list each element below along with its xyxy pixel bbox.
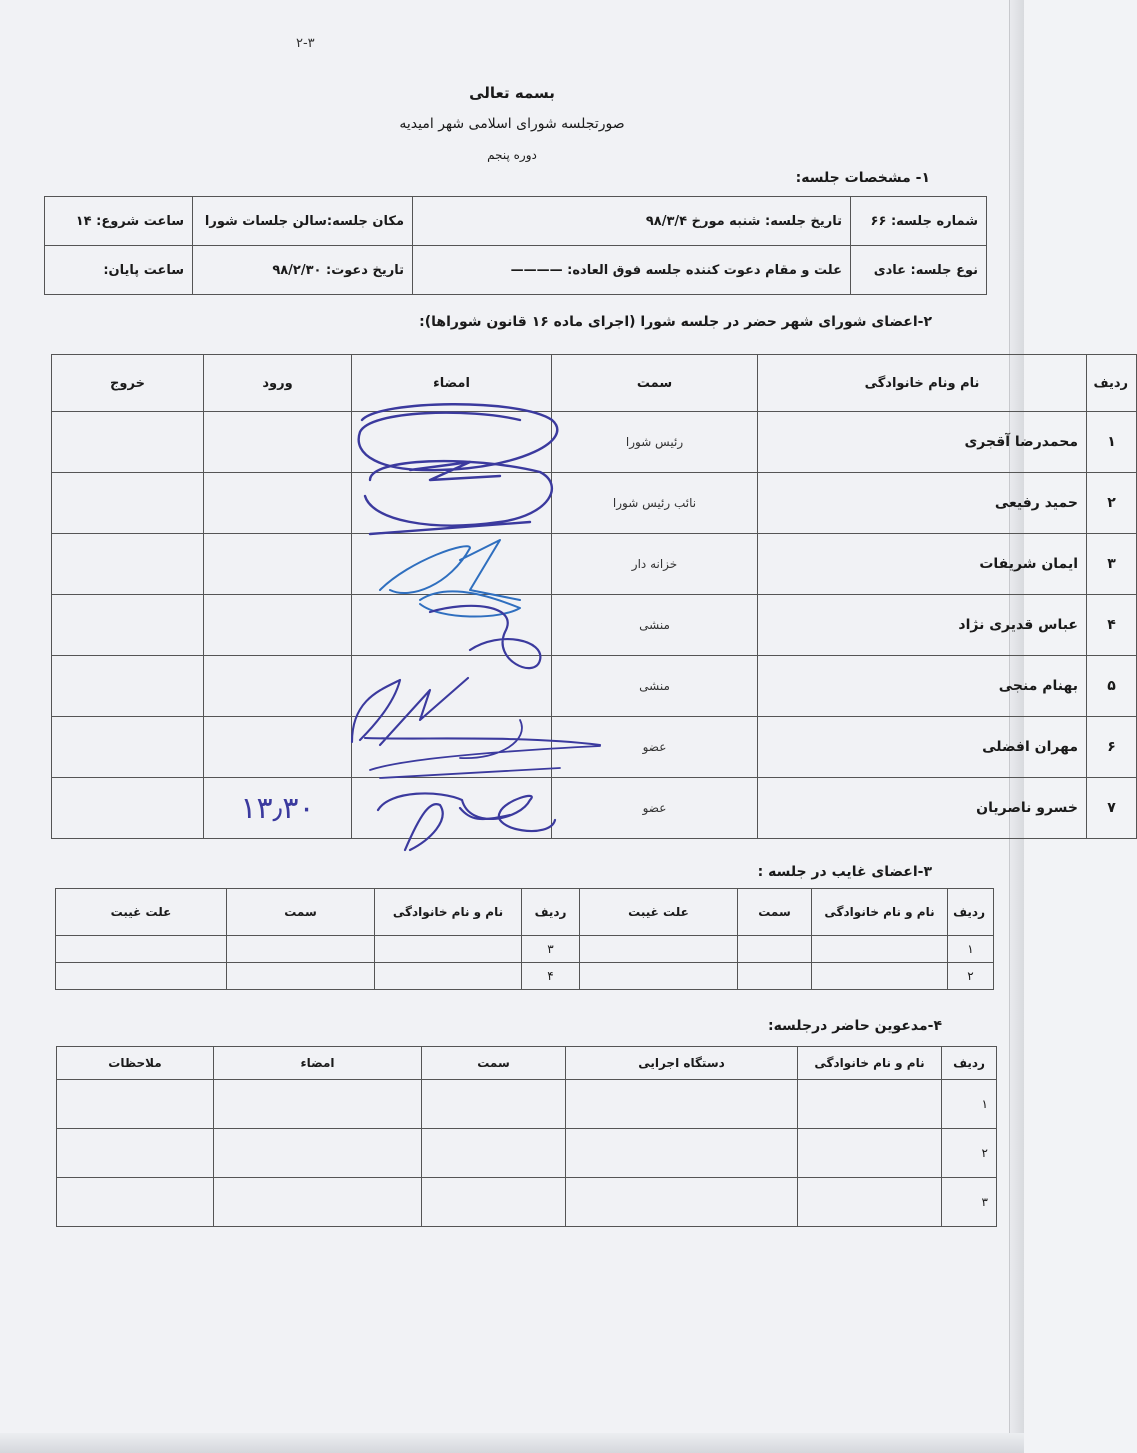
col-position: سمت xyxy=(552,355,758,412)
extra-session-reason: علت و مقام دعوت کننده جلسه فوق العاده: ———— xyxy=(413,246,851,295)
col-entry: ورود xyxy=(204,355,352,412)
absent-col-name-2: نام و نام خانوادگی xyxy=(375,889,522,936)
session-date: تاریخ جلسه: شنبه مورخ ۹۸/۳/۴ xyxy=(413,197,851,246)
member-position: عضو xyxy=(552,717,758,778)
member-name: محمدرضا آقجری xyxy=(758,412,1087,473)
member-name: حمید رفیعی xyxy=(758,473,1087,534)
corner-mark: ۲-۳ xyxy=(296,36,315,51)
section4-title: ۴-مدعوین حاضر درجلسه: xyxy=(767,1018,942,1034)
signature-5 xyxy=(352,678,600,745)
term-label: دوره پنجم xyxy=(487,148,537,162)
end-time: ساعت پایان: xyxy=(45,246,193,295)
absent-members-table xyxy=(55,888,994,990)
invitee-col-notes: ملاحظات xyxy=(57,1047,214,1080)
invitee-row xyxy=(57,1178,997,1227)
absent-col-position: سمت xyxy=(738,889,812,936)
absent-row-no: ۴ xyxy=(522,963,580,990)
invitee-row-no: ۳ xyxy=(942,1178,997,1227)
absent-row xyxy=(56,963,994,990)
member-no: ۵ xyxy=(1087,656,1137,717)
col-exit: خروج xyxy=(52,355,204,412)
section2-title: ۲-اعضای شورای شهر حضر در جلسه شورا (اجرای ماده ۱۶ قانون شوراها): xyxy=(419,314,932,330)
member-position: خزانه دار xyxy=(552,534,758,595)
member-no: ۷ xyxy=(1087,778,1137,839)
section3-title: ۳-اعضای غایب در جلسه : xyxy=(757,864,932,880)
member-no: ۱ xyxy=(1087,412,1137,473)
invitee-row xyxy=(57,1129,997,1178)
absent-col-row-2: ردیف xyxy=(522,889,580,936)
invitee-col-signature: امضاء xyxy=(214,1047,422,1080)
col-signature: امضاء xyxy=(352,355,552,412)
absent-col-row: ردیف xyxy=(948,889,994,936)
absent-row-no: ۲ xyxy=(948,963,994,990)
member-position: نائب رئیس شورا xyxy=(552,473,758,534)
absent-col-reason: علت غیبت xyxy=(580,889,738,936)
signature-7 xyxy=(378,793,555,850)
member-name: مهران افضلی xyxy=(758,717,1087,778)
signature-3 xyxy=(380,540,520,617)
col-name: نام ونام خانوادگی xyxy=(758,355,1087,412)
member-name: عباس قدیری نژاد xyxy=(758,595,1087,656)
invitee-row-no: ۲ xyxy=(942,1129,997,1178)
invitee-col-row: ردیف xyxy=(942,1047,997,1080)
invitees-table xyxy=(56,1046,997,1227)
member-name: ایمان شریفات xyxy=(758,534,1087,595)
member-position: رئیس شورا xyxy=(552,412,758,473)
session-number: شماره جلسه: ۶۶ xyxy=(851,197,987,246)
session-location: مکان جلسه:سالن جلسات شورا xyxy=(193,197,413,246)
invitee-col-name: نام و نام خانوادگی xyxy=(798,1047,942,1080)
member-position: عضو xyxy=(552,778,758,839)
signature-6 xyxy=(370,720,600,778)
absent-col-reason-2: علت غیبت xyxy=(56,889,227,936)
absent-col-name: نام و نام خانوادگی xyxy=(812,889,948,936)
page-title: صورتجلسه شورای اسلامی شهر امیدیه xyxy=(399,116,625,132)
member-no: ۶ xyxy=(1087,717,1137,778)
start-time: ساعت شروع: ۱۴ xyxy=(45,197,193,246)
member-position: منشی xyxy=(552,595,758,656)
absent-row xyxy=(56,936,994,963)
absent-row-no: ۱ xyxy=(948,936,994,963)
invitee-row-no: ۱ xyxy=(942,1080,997,1129)
member-entry-handwritten: ۱۳٫۳۰ xyxy=(204,778,352,839)
invitee-col-position: سمت xyxy=(422,1047,566,1080)
absent-col-position-2: سمت xyxy=(227,889,375,936)
member-no: ۴ xyxy=(1087,595,1137,656)
bismillah: بسمه تعالی xyxy=(469,84,555,102)
section1-title: ۱- مشخصات جلسه: xyxy=(795,170,930,186)
invitee-col-org: دستگاه اجرایی xyxy=(566,1047,798,1080)
col-row: ردیف xyxy=(1087,355,1137,412)
member-name: خسرو ناصریان xyxy=(758,778,1087,839)
member-position: منشی xyxy=(552,656,758,717)
session-type: نوع جلسه: عادی xyxy=(851,246,987,295)
signature-2 xyxy=(365,461,552,534)
absent-row-no: ۳ xyxy=(522,936,580,963)
member-no: ۲ xyxy=(1087,473,1137,534)
invitee-row xyxy=(57,1080,997,1129)
member-no: ۳ xyxy=(1087,534,1137,595)
member-name: بهنام منجی xyxy=(758,656,1087,717)
invite-date: تاریخ دعوت: ۹۸/۲/۳۰ xyxy=(193,246,413,295)
